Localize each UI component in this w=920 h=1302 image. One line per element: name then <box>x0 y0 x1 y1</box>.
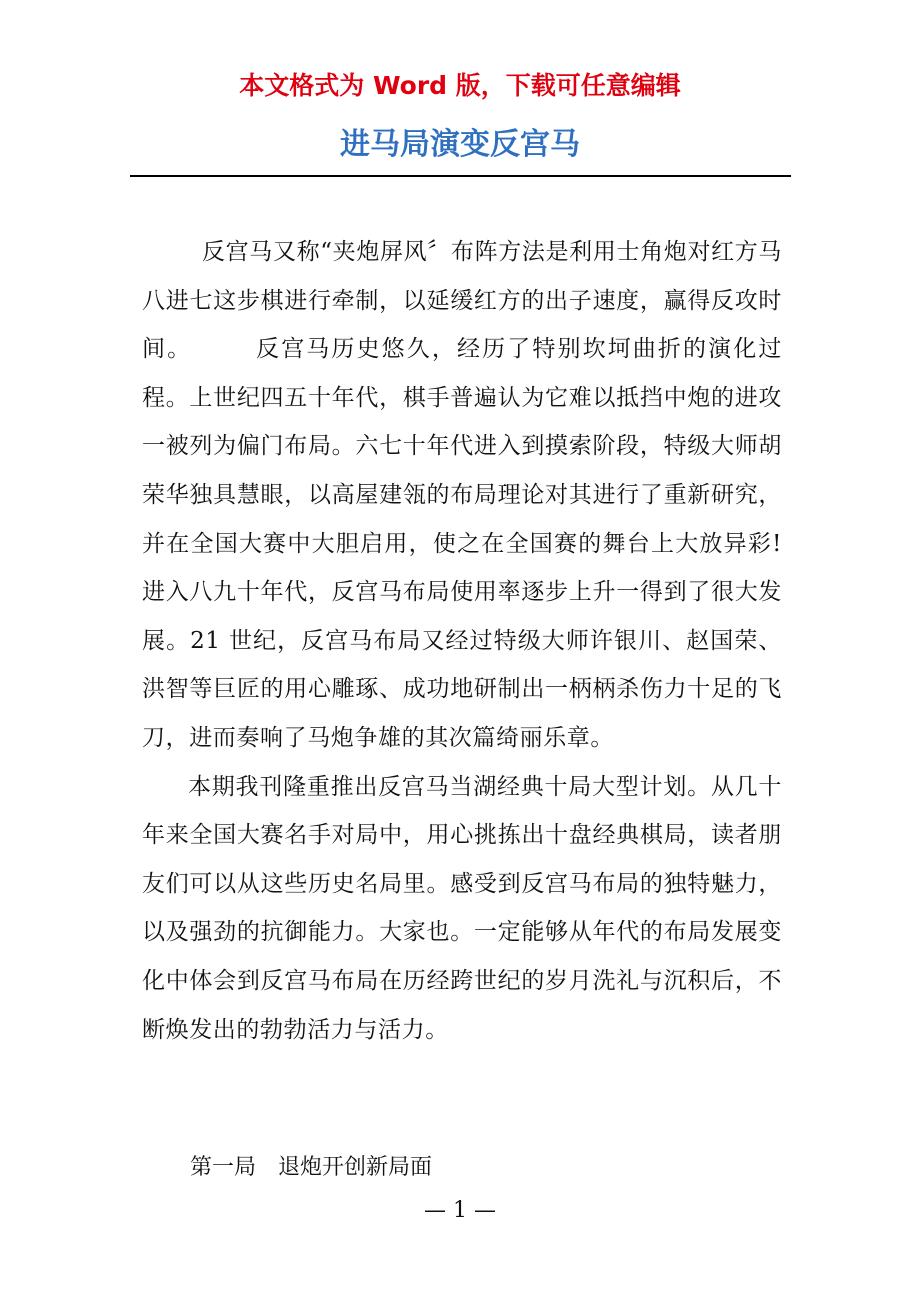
document-title: 进马局演变反宫马 <box>340 127 580 162</box>
body-paragraph: 反宫马又称“夹炮屏风〞布阵方法是利用士角炮对红方马八进七这步棋进行牵制，以延缓红方的出子速度，赢得反攻时间。 反宫马历史悠久，经历了特别坎坷曲折的演化过程。上世纪四五十年代，棋手普遍认为它难以抵挡中炮的进攻一被列为偏门布局。六七十年代进入到摸索阶段，特级大师胡荣华独具慧眼，以高屋建瓴的布局理论对其进行了重新研究，并在全国大赛中大胆启用，使之在全国赛的舞台上大放异彩!进入八九十年代，反宫马布局使用率逐步上升一得到了很大发展。21 世纪，反宫马布局又经过特级大师许银川、赵国荣、洪智等巨匠的用心雕琢、成功地研制出一柄柄杀伤力十足的飞刀，进而奏响了马炮争雄的其次篇绮丽乐章。 <box>142 239 782 751</box>
page-number: — 1 — <box>424 1198 496 1223</box>
section-heading: 第一局 退炮开创新局面 <box>190 1155 433 1180</box>
title-divider <box>130 175 791 177</box>
body-paragraph: 本期我刊隆重推出反宫马当湖经典十局大型计划。从几十年来全国大赛名手对局中，用心挑拣出十盘经典棋局，读者朋友们可以从这些历史名局里。感受到反宫马布局的独特魅力，以及强劲的抗御能力。大家也。一定能够从年代的布局发展变化中体会到反宫马布局在历经跨世纪的岁月洗礼与沉积后，不断焕发出的勃勃活力与活力。 <box>142 773 782 1043</box>
download-banner: 本文格式为 Word 版，下载可任意编辑 <box>239 71 681 100</box>
document-body <box>142 228 782 1054</box>
